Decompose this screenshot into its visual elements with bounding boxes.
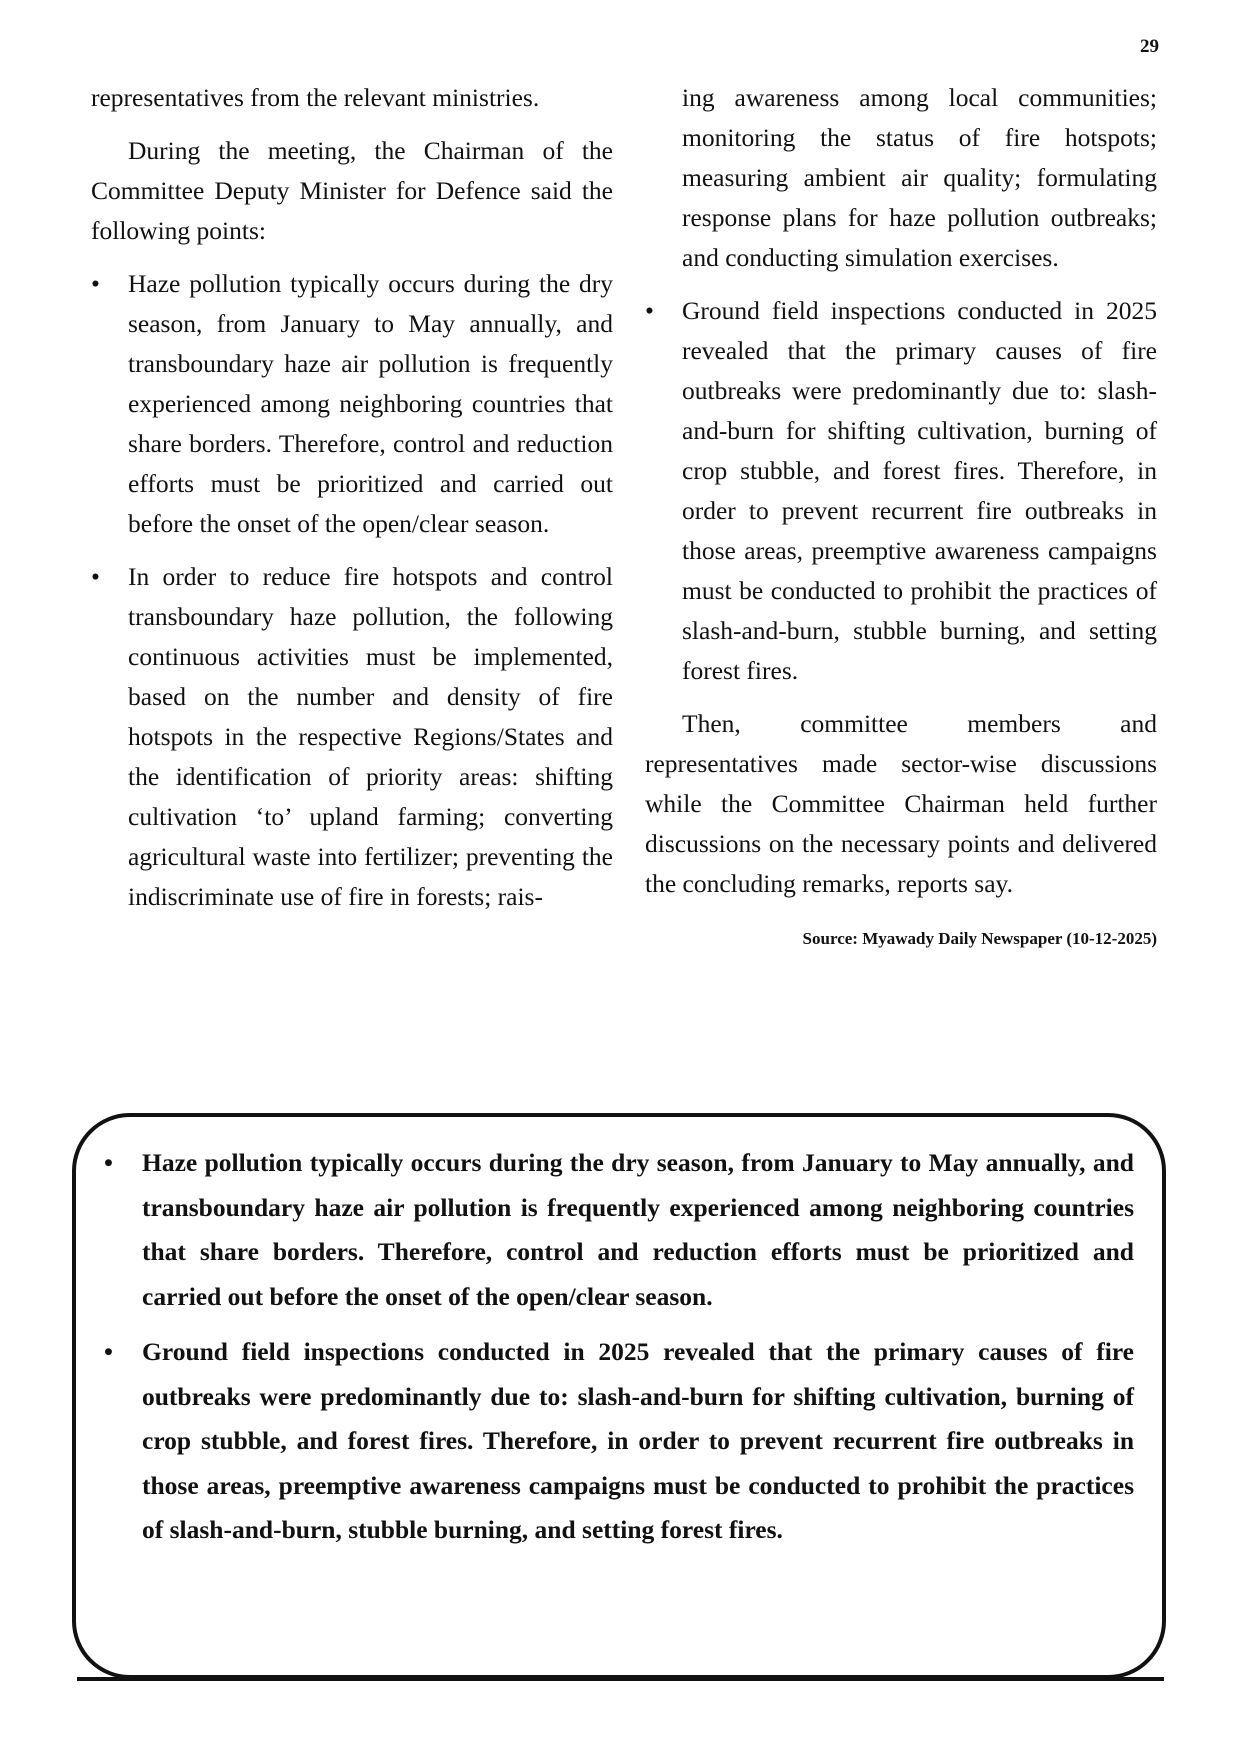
left-column bbox=[91, 78, 613, 930]
bullet-icon: • bbox=[91, 562, 100, 591]
callout-item bbox=[104, 1330, 1134, 1553]
list-item-text: Ground field inspections conducted in 2025 revealed that the primary causes of fire outbreaks were predominantly due to: slash-and-burn for shifting cultivation, burning of crop stubble, and forest fires. Therefore, in order to prevent recurrent fire outbreaks in those areas, preemptive awareness campaigns must be conducted to prohibit the practices of slash-and-burn, stubble burning, and setting forest fires. bbox=[682, 296, 1157, 685]
callout-item-text: Ground field inspections conducted in 2025 revealed that the primary causes of fire outbreaks were predominantly due to: slash-and-burn for shifting cultivation, burning of crop stubble, and forest fires. Therefore, in order to prevent recurrent fire outbreaks in those areas, preemptive awareness campaigns must be conducted to prohibit the practices of slash-and-burn, stubble burning, and setting forest fires. bbox=[142, 1337, 1134, 1544]
meeting-paragraph: During the meeting, the Chairman of the Committee Deputy Minister for Defence said the following points: bbox=[91, 136, 613, 245]
page-number: 29 bbox=[1140, 36, 1159, 57]
closing-paragraph: Then, committee members and representatives made sector-wise discussions while the Committee Chairman held further discussions on the necessary points and delivered the concluding remarks, reports say. bbox=[645, 709, 1157, 898]
callout-item bbox=[104, 1141, 1134, 1319]
right-column bbox=[645, 78, 1157, 950]
callout-list bbox=[76, 1117, 1162, 1553]
footer-divider bbox=[77, 1677, 1164, 1681]
callout-item-text: Haze pollution typically occurs during the dry season, from January to May annually, and transboundary haze air pollution is frequently experienced among neighboring countries that share borders. Therefore, control and reduction efforts must be prioritized and carried out before the onset of the open/clear season. bbox=[142, 1148, 1134, 1311]
bullet-icon: • bbox=[104, 1337, 113, 1366]
intro-continuation: representatives from the relevant ministries. bbox=[91, 83, 540, 112]
list-item-text: In order to reduce fire hotspots and control transboundary haze pollution, the following continuous activities must be implemented, based on the number and density of fire hotspots in the respective Regions/States and the identification of priority areas: shifting cultivation ‘to’ upland farming; converting agricultural waste into fertilizer; preventing the indiscriminate use of fire in forests; rais- bbox=[128, 562, 613, 911]
bullet-continuation: ing awareness among local communities; monitoring the status of fire hotspots; measuring ambient air quality; formulating response plans for haze pollution outbreaks; and conducting simulation exercises. bbox=[682, 83, 1157, 272]
source-citation: Source: Myawady Daily Newspaper (10-12-2025) bbox=[802, 929, 1157, 948]
list-item-text: Haze pollution typically occurs during the dry season, from January to May annually, and transboundary haze air pollution is frequently experienced among neighboring countries that share borders. Therefore, control and reduction efforts must be prioritized and carried out before the onset of the open/clear season. bbox=[128, 269, 613, 538]
bullet-icon: • bbox=[91, 269, 100, 298]
list-item bbox=[91, 557, 613, 917]
list-item bbox=[91, 264, 613, 544]
bullet-icon: • bbox=[104, 1148, 113, 1177]
chairman-points-list bbox=[91, 264, 613, 917]
findings-list bbox=[645, 291, 1157, 691]
bullet-icon: • bbox=[645, 296, 654, 325]
list-item bbox=[645, 291, 1157, 691]
highlight-callout-box bbox=[72, 1113, 1166, 1679]
